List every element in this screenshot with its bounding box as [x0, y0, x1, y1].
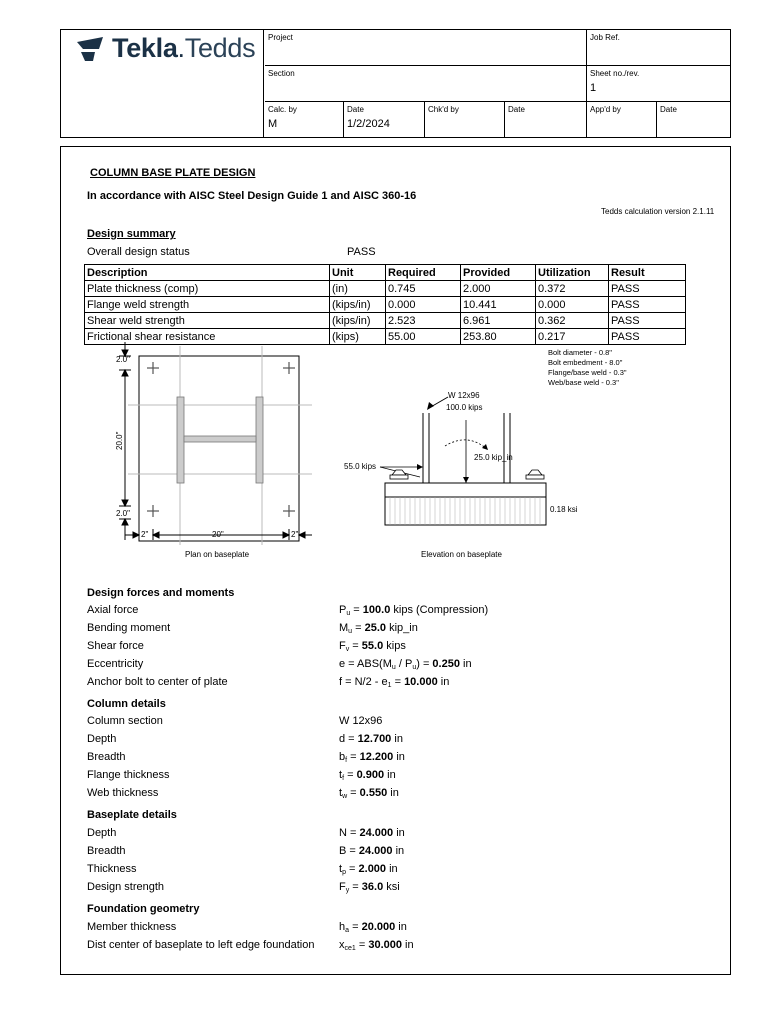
logo-cell	[61, 30, 264, 137]
baseplate-diagrams	[80, 340, 720, 570]
axial-load-label: 100.0 kips	[446, 403, 483, 412]
baseplate-depth-value: N = 24.000 in	[339, 827, 405, 839]
anchor-value: $f = N/2 - e_1 = 10.000$ in	[339, 676, 450, 689]
baseplate-breadth-value: B = 24.000 in	[339, 845, 405, 857]
table-header-row	[85, 265, 686, 281]
column-breadth-label: Breadth	[87, 751, 126, 763]
anchor-label: Anchor bolt to center of plate	[87, 676, 228, 688]
baseplate-elevation	[385, 483, 546, 497]
calc-by-cell: Calc. by M	[265, 102, 344, 137]
col-description: Description	[85, 265, 330, 281]
version-note: Tedds calculation version 2.1.11	[601, 207, 715, 216]
date-cell: Date 1/2/2024	[344, 102, 425, 137]
summary-heading: Design summary	[87, 228, 176, 240]
col-utilization: Utilization	[536, 265, 609, 281]
flange-thickness-label: Flange thickness	[87, 769, 170, 781]
baseplate-depth-label: Depth	[87, 827, 117, 839]
eccentricity-label: Eccentricity	[87, 658, 144, 670]
pressure-label: 0.18 ksi	[550, 505, 578, 514]
baseplate-heading: Baseplate details	[87, 809, 177, 821]
doc-title: COLUMN BASE PLATE DESIGN	[90, 167, 256, 179]
note-bolt-embedment: Bolt embedment - 8.0"	[548, 358, 623, 367]
axial-label: Axial force	[87, 604, 139, 616]
table-row: Shear weld strength (kips/in) 2.523 6.961 0.362 PASS	[85, 313, 686, 329]
dim-top-label: 2.0"	[116, 355, 130, 364]
column-depth-label: Depth	[87, 733, 117, 745]
web-thickness-label: Web thickness	[87, 787, 159, 799]
moment-label: Bending moment	[87, 622, 171, 634]
axial-value: $P_u = 100.0$ kips (Compression)	[339, 604, 489, 617]
baseplate-outline	[139, 356, 299, 541]
column-section-value: W 12x96	[339, 715, 383, 727]
moment-value: $M_u = 25.0$ kip_in	[339, 622, 418, 635]
design-strength-label: Design strength	[87, 881, 165, 893]
sheet-cell: Sheet no./rev. 1	[587, 66, 731, 102]
title-block	[60, 29, 731, 138]
status-value: PASS	[347, 246, 376, 258]
column-depth-value: d = 12.700 in	[339, 733, 403, 745]
section-label: W 12x96	[448, 391, 480, 400]
dist-left-edge-value: $x_{ce1} = 30.000$ in	[339, 939, 414, 952]
summary-table	[84, 264, 686, 345]
shear-label: Shear force	[87, 640, 144, 652]
plan-caption: Plan on baseplate	[185, 550, 250, 559]
baseplate-thickness-value: $t_p = 2.000$ in	[339, 863, 398, 876]
member-thickness-label: Member thickness	[87, 921, 177, 933]
dim-mid-label: 20.0"	[115, 431, 124, 450]
design-strength-value: $F_y = 36.0$ ksi	[339, 881, 400, 894]
dim-right-label: 2"	[291, 530, 299, 539]
status-label: Overall design status	[87, 246, 190, 258]
tekla-logo-icon	[75, 36, 105, 62]
tekla-tedds-logo	[75, 33, 255, 64]
doc-subtitle: In accordance with AISC Steel Design Guide 1 and AISC 360-16	[87, 190, 417, 202]
elevation-view	[344, 348, 627, 559]
web-thickness-value: $t_w = 0.550$ in	[339, 787, 399, 800]
elevation-caption: Elevation on baseplate	[421, 550, 502, 559]
date2-cell: Date	[505, 102, 587, 137]
logo-text: Tekla.Tedds	[112, 33, 256, 63]
foundation-heading: Foundation geometry	[87, 903, 200, 915]
column-section-label: Column section	[87, 715, 163, 727]
col-result: Result	[609, 265, 686, 281]
section-cell: Section	[265, 66, 587, 102]
dim-bot-label: 2.0"	[116, 509, 130, 518]
plan-view	[115, 342, 312, 559]
date3-cell: Date	[660, 105, 677, 114]
pressure-block	[385, 497, 546, 525]
chkd-by-cell: Chk'd by	[425, 102, 505, 137]
shear-value: $F_v = 55.0$ kips	[339, 640, 406, 653]
col-unit: Unit	[330, 265, 386, 281]
job-ref-cell: Job Ref.	[587, 30, 731, 66]
column-breadth-value: $b_f = 12.200$ in	[339, 751, 405, 764]
dist-left-edge-label: Dist center of baseplate to left edge foundation	[87, 939, 315, 951]
column-heading: Column details	[87, 698, 166, 710]
member-thickness-value: $h_a = 20.000$ in	[339, 921, 407, 934]
forces-heading: Design forces and moments	[87, 587, 235, 599]
note-bolt-diameter: Bolt diameter - 0.8"	[548, 348, 612, 357]
baseplate-breadth-label: Breadth	[87, 845, 126, 857]
shear-load-label: 55.0 kips	[344, 462, 377, 471]
dim-left-label: 2"	[141, 530, 149, 539]
appd-by-cell: App'd by	[587, 102, 657, 137]
col-provided: Provided	[461, 265, 536, 281]
table-row: Flange weld strength (kips/in) 0.000 10.441 0.000 PASS	[85, 297, 686, 313]
project-cell: Project	[265, 30, 587, 66]
baseplate-thickness-label: Thickness	[87, 863, 137, 875]
flange-thickness-value: $t_f = 0.900$ in	[339, 769, 396, 782]
col-required: Required	[386, 265, 461, 281]
table-row: Frictional shear resistance (kips) 55.00 253.80 0.217 PASS	[85, 329, 686, 345]
moment-label: 25.0 kip_in	[474, 453, 513, 462]
note-web-weld: Web/base weld - 0.3"	[548, 378, 619, 387]
eccentricity-value: $e = ABS(M_u / P_u) = 0.250$ in	[339, 658, 472, 671]
note-flange-weld: Flange/base weld - 0.3"	[548, 368, 627, 377]
table-row: Plate thickness (comp) (in) 0.745 2.000 0.372 PASS	[85, 281, 686, 297]
dim-center-label: 20"	[212, 530, 224, 539]
